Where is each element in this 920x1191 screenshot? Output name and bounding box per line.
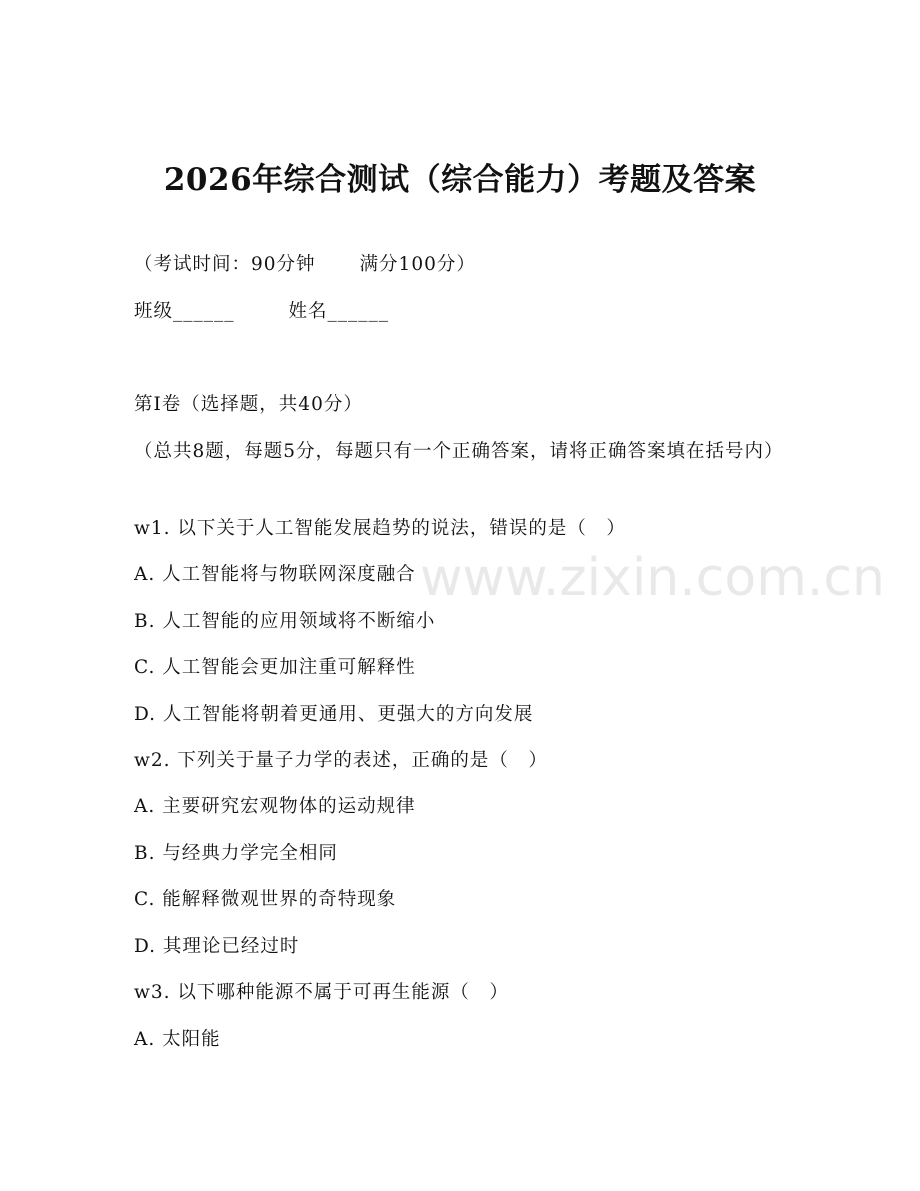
- exam-info: [134, 252, 476, 278]
- question-stem: w1. 以下关于人工智能发展趋势的说法，错误的是（ ）: [134, 518, 626, 539]
- question-option: D. 其理论已经过时: [134, 936, 300, 957]
- question-option: B. 人工智能的应用领域将不断缩小: [134, 611, 436, 632]
- exam-score: 满分100分）: [359, 254, 476, 275]
- name-field-label: 姓名______: [288, 301, 390, 322]
- student-info: [134, 299, 389, 325]
- watermark: www.zixin.com.cn: [420, 548, 885, 608]
- question-option: B. 与经典力学完全相同: [134, 843, 338, 864]
- question-option: A. 太阳能: [134, 1029, 221, 1050]
- question-option: D. 人工智能将朝着更通用、更强大的方向发展: [134, 704, 534, 725]
- question-option: A. 人工智能将与物联网深度融合: [134, 564, 416, 585]
- question-option: A. 主要研究宏观物体的运动规律: [134, 796, 416, 817]
- section-instructions: （总共8题，每题5分，每题只有一个正确答案，请将正确答案填在括号内）: [134, 441, 784, 462]
- question-option: C. 人工智能会更加注重可解释性: [134, 657, 416, 678]
- question-stem: w3. 以下哪种能源不属于可再生能源（ ）: [134, 982, 509, 1003]
- class-field-label: 班级______: [134, 301, 235, 322]
- page-title: 2026年综合测试（综合能力）考题及答案: [163, 162, 757, 198]
- question-option: C. 能解释微观世界的奇特现象: [134, 889, 397, 910]
- section-heading: 第Ⅰ卷（选择题，共40分）: [134, 394, 363, 415]
- exam-time: （考试时间：90分钟: [134, 254, 316, 275]
- question-stem: w2. 下列关于量子力学的表述，正确的是（ ）: [134, 750, 548, 771]
